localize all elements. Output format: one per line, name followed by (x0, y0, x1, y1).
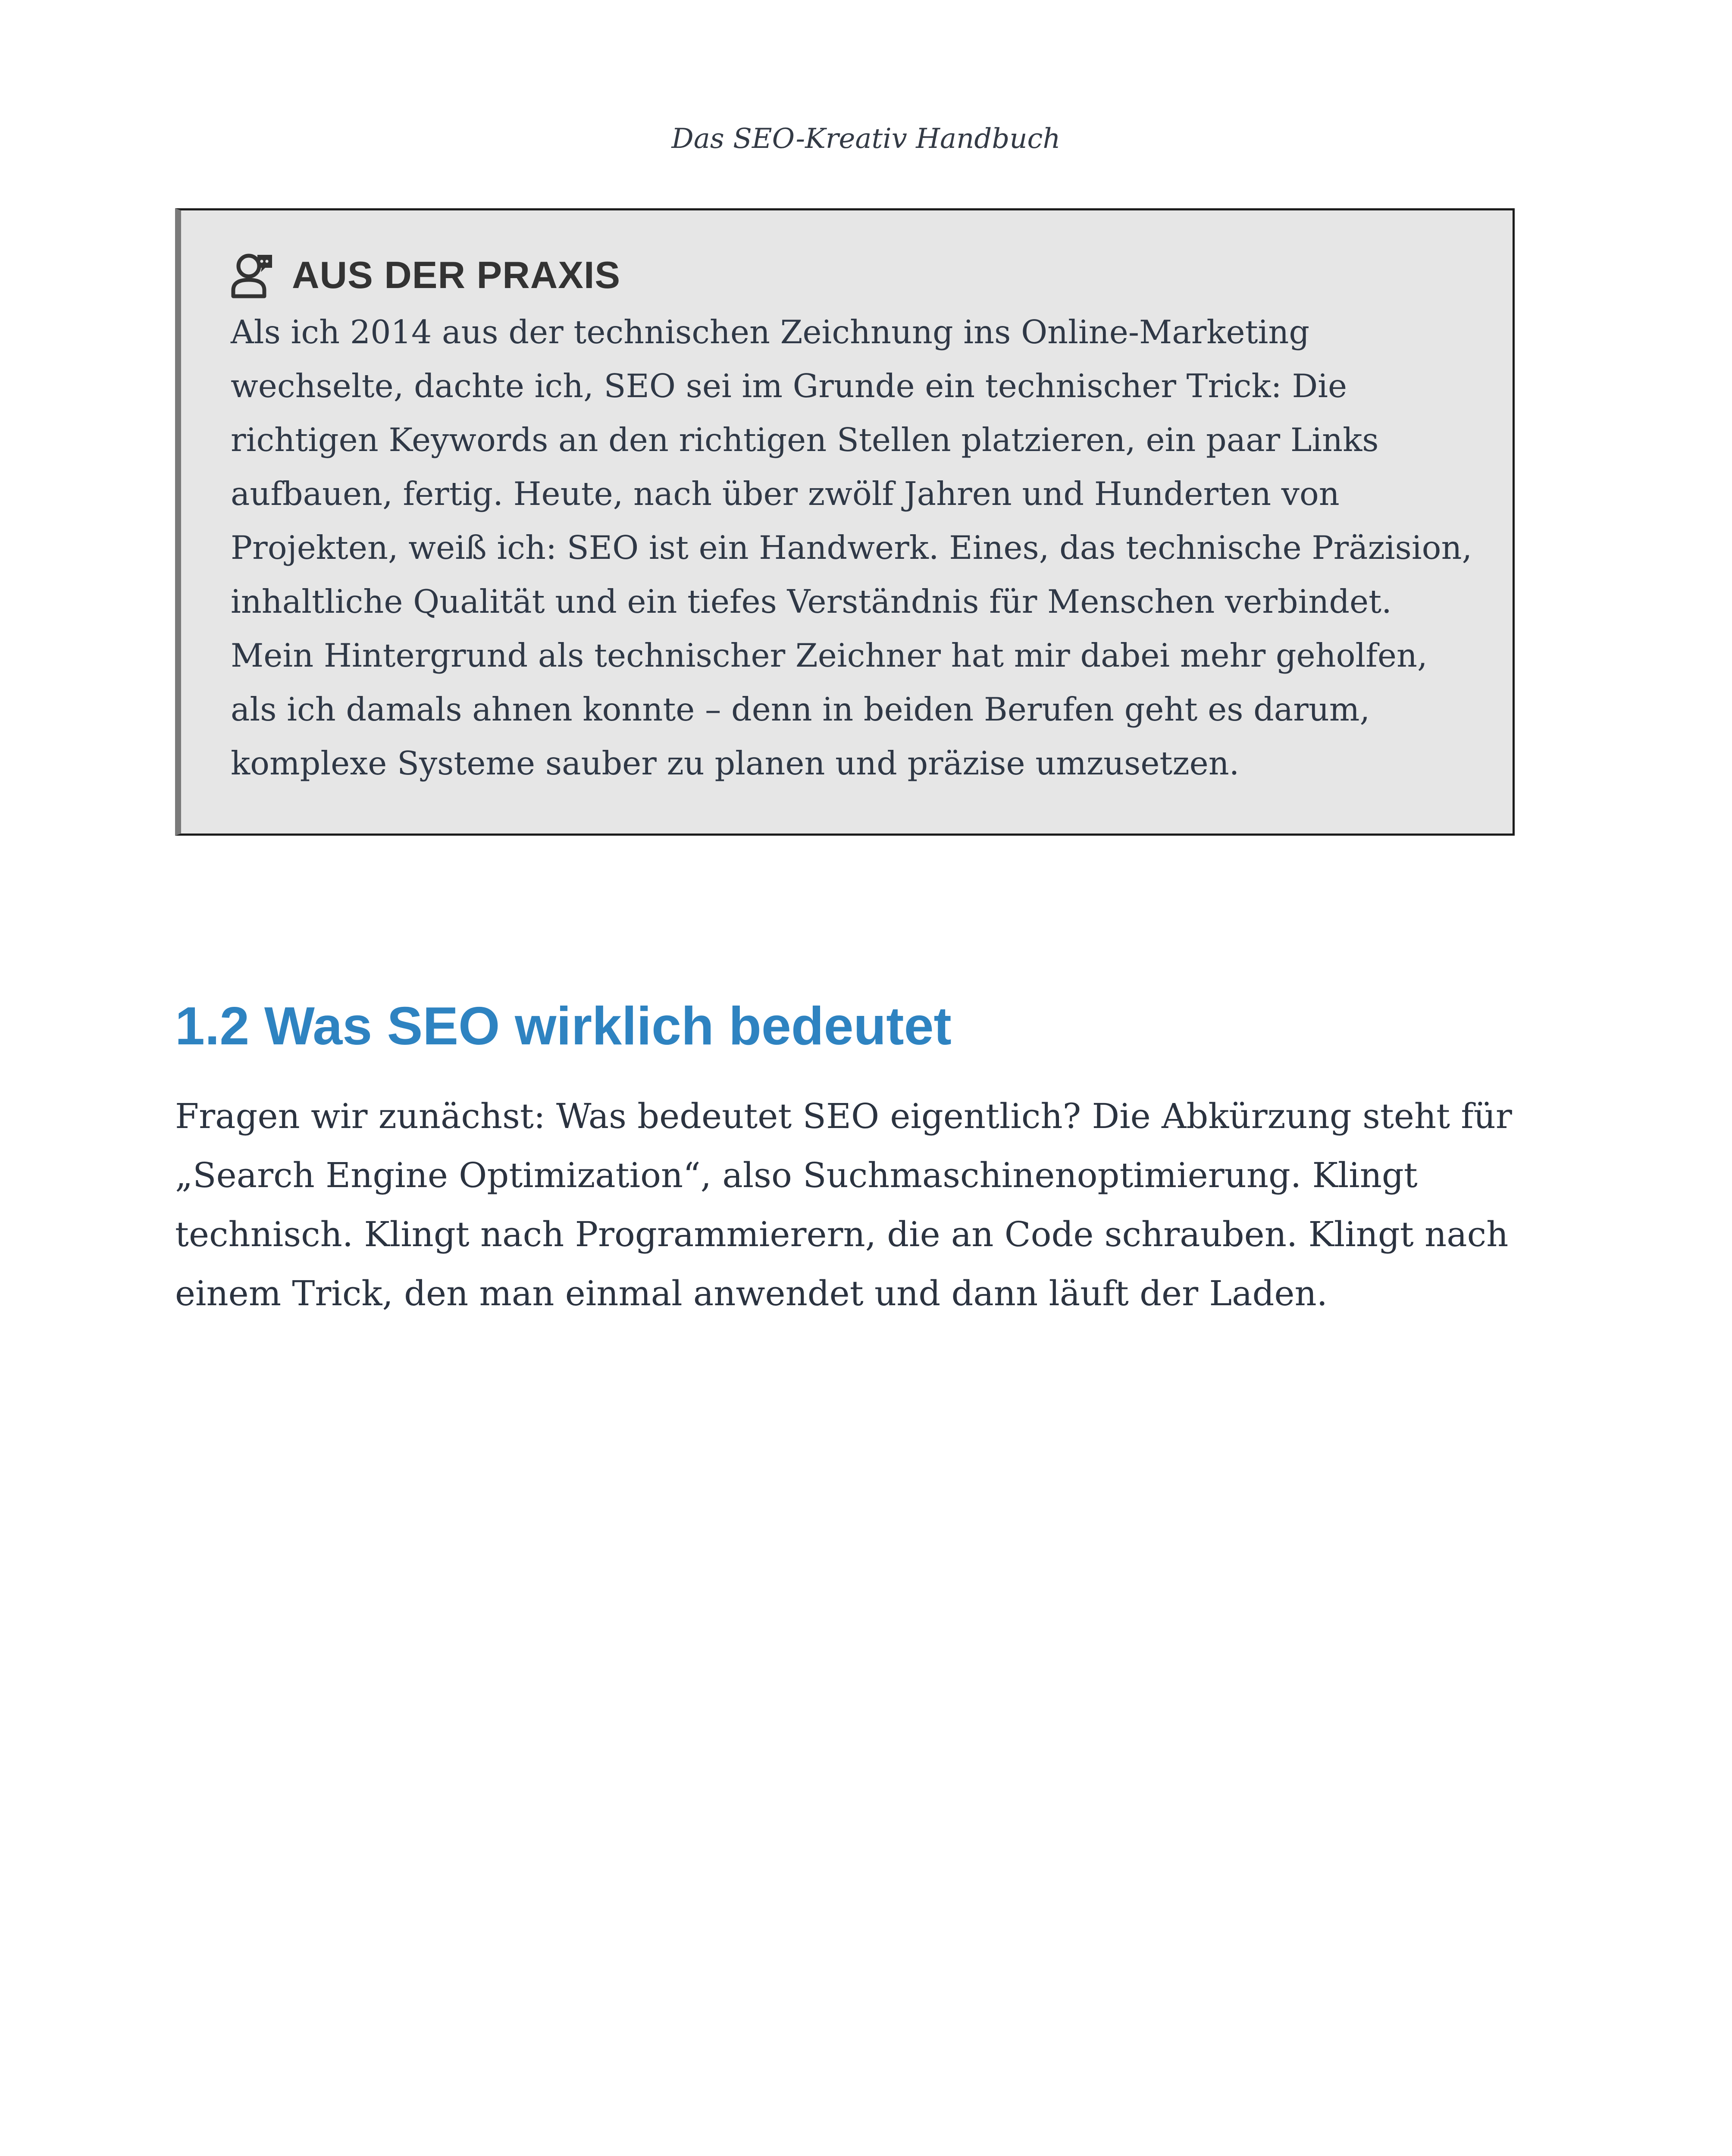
practice-callout-box (175, 208, 1515, 836)
callout-body-text: Als ich 2014 aus der technischen Zeichnung ins Online-Marketing wechselte, dachte ich, SEO sei im Grunde ein technischer Trick: Die richtigen Keywords an den richtigen Stellen platzieren, ein paar Links aufbauen, fertig. Heute, nach über zwölf Jahren und Hunderten von Projekten, weiß ich: SEO ist ein Handwerk. Eines, das technische Präzision, inhaltliche Qualität und ein tiefes Verständnis für Menschen verbindet. Mein Hintergrund als technischer Zeichner hat mir dabei mehr geholfen, als ich damals ahnen konnte – denn in beiden Berufen geht es darum, komplexe Systeme sauber zu planen und präzise umzusetzen. (231, 313, 1472, 782)
callout-heading (231, 251, 620, 299)
person-speech-icon (231, 251, 274, 299)
callout-title: AUS DER PRAXIS (292, 254, 621, 296)
body-paragraph: Fragen wir zunächst: Was bedeutet SEO eigentlich? Die Abkürzung steht für „Search Engine Optimization“, also Suchmaschinenoptimierung. Klingt technisch. Klingt nach Programmierern, die an Code schrauben. Klingt nach einem Trick, den man einmal anwendet und dann läuft der Laden. (175, 1096, 1512, 1313)
section-heading: 1.2 Was SEO wirklich bedeutet (175, 997, 952, 1056)
running-header: Das SEO-Kreativ Handbuch (671, 123, 1061, 155)
